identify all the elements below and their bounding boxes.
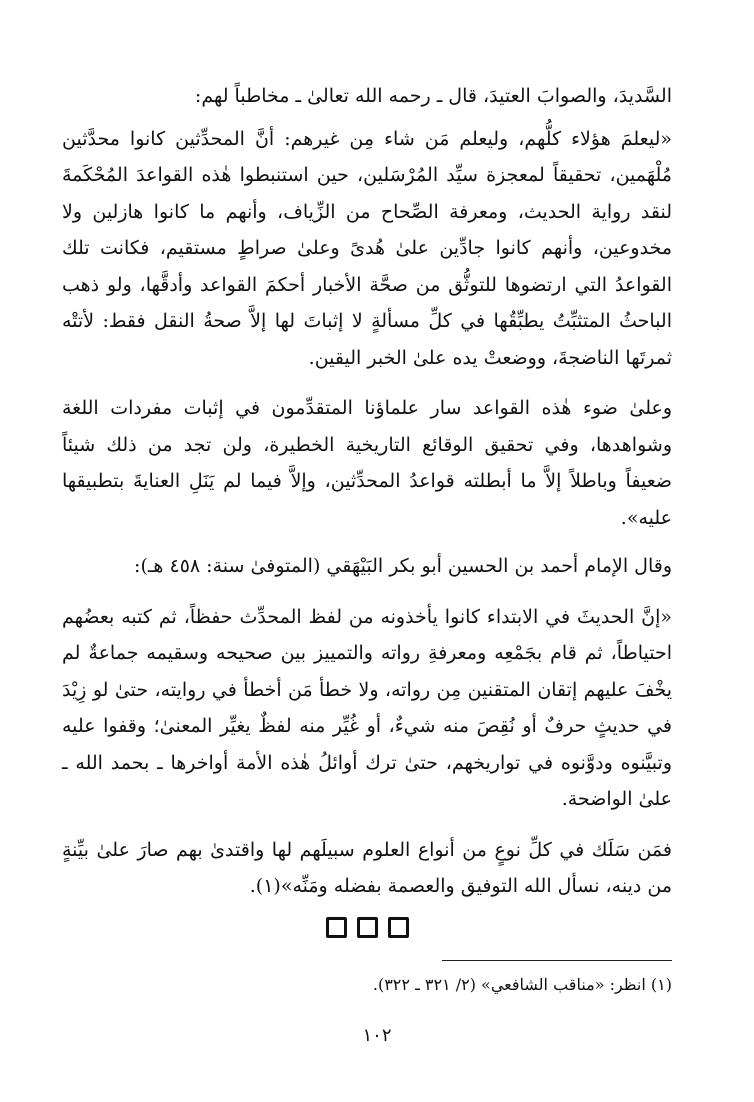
- paragraph-intro: السَّديدَ، والصوابَ العتيدَ، قال ـ رحمه الله تعالىٰ ـ مخاطباً لهم:: [194, 85, 672, 107]
- section-ornament: [62, 917, 672, 938]
- footnote-divider: [442, 960, 672, 961]
- paragraph-quote-2-continued: فمَن سَلَك في كلِّ نوعٍ من أنواع العلوم سبيلَهم لها واقتدىٰ بهم صارَ علىٰ بيِّنةٍ من دينه، نسأل الله التوفيق والعصمة بفضله ومَنِّه»(١).: [62, 838, 672, 897]
- ornament-square-icon: [357, 917, 378, 938]
- page-number: ١٠٢: [362, 1025, 392, 1046]
- ornament-square-icon: [388, 917, 409, 938]
- paragraph-quote-1: «ليعلمَ هؤلاء كلُّهم، وليعلم مَن شاء مِن غيرهم: أنَّ المحدِّثين كانوا محدَّثين مُلْهَمين، تحقيقاً لمعجزة سيِّد المُرْسَلين، حين استنبطوا هٰذه القواعدَ المُحْكَمةَ لنقد رواية الحديث، ومعرفة الصِّحاح من الزِّياف، وأنهم ما كانوا هازلين ولا مخدوعين، وأنهم كانوا جادِّين علىٰ هُدىً وعلىٰ صراطٍ مستقيم، فكانت تلك القواعدُ التي ارتضوها للتوثُّق من صحَّة الأخبار أحكمَ القواعد وأدقَّها، ولو ذهب الباحثُ المتثبِّتُ يطبِّقُها في كلِّ مسألةٍ لا إثباتَ لها إلاَّ صحةُ النقل فقط: لأتتْه ثمرتَها الناضجةَ، ووضعتْ يده علىٰ الخبر اليقين.: [62, 127, 672, 369]
- paragraph-quote-1-continued: وعلىٰ ضوء هٰذه القواعد سار علماؤنا المتقدِّمون في إثبات مفردات اللغة وشواهدها، وفي تحقيق الوقائع التاريخية الخطيرة، ولن تجد من ذلك شيئاً ضعيفاً وباطلاً إلاَّ ما أبطلته قواعدُ المحدِّثين، وإلاَّ فيما لم يَنَلِ العنايةَ بتطبيقها عليه».: [62, 397, 672, 529]
- footnote: (١) انظر: «مناقب الشافعي» (٢/ ٣٢١ ـ ٣٢٢).: [372, 975, 672, 994]
- paragraph-bayhaqi-intro: وقال الإمام أحمد بن الحسين أبو بكر البَيْهَقي (المتوفىٰ سنة: ٤٥٨ هـ):: [134, 555, 672, 577]
- paragraph-quote-2: «إنَّ الحديثَ في الابتداء كانوا يأخذونه من لفظ المحدِّث حفظاً، ثم كتبه بعضُهم احتياطاً، ثم قام بجَمْعِه ومعرفةِ رواته والتمييز بين صحيحه وسقيمه جماعةٌ لم يخْفَ عليهم إتقان المتقنين مِن رواته، ولا خطأ مَن أخطأ في روايته، حتىٰ لو زِيْدَ في حديثٍ حرفٌ أو نُقِصَ منه شيءٌ، أو غُيِّر منه لفظٌ يغيِّر المعنىٰ؛ وقفوا عليه وتبيَّنوه ودوَّنوه في تواريخهم، حتىٰ ترك أوائلُ هٰذه الأمة أواخرها ـ بحمد الله ـ علىٰ الواضحة.: [62, 605, 672, 810]
- page-body: [62, 78, 672, 938]
- ornament-square-icon: [326, 917, 347, 938]
